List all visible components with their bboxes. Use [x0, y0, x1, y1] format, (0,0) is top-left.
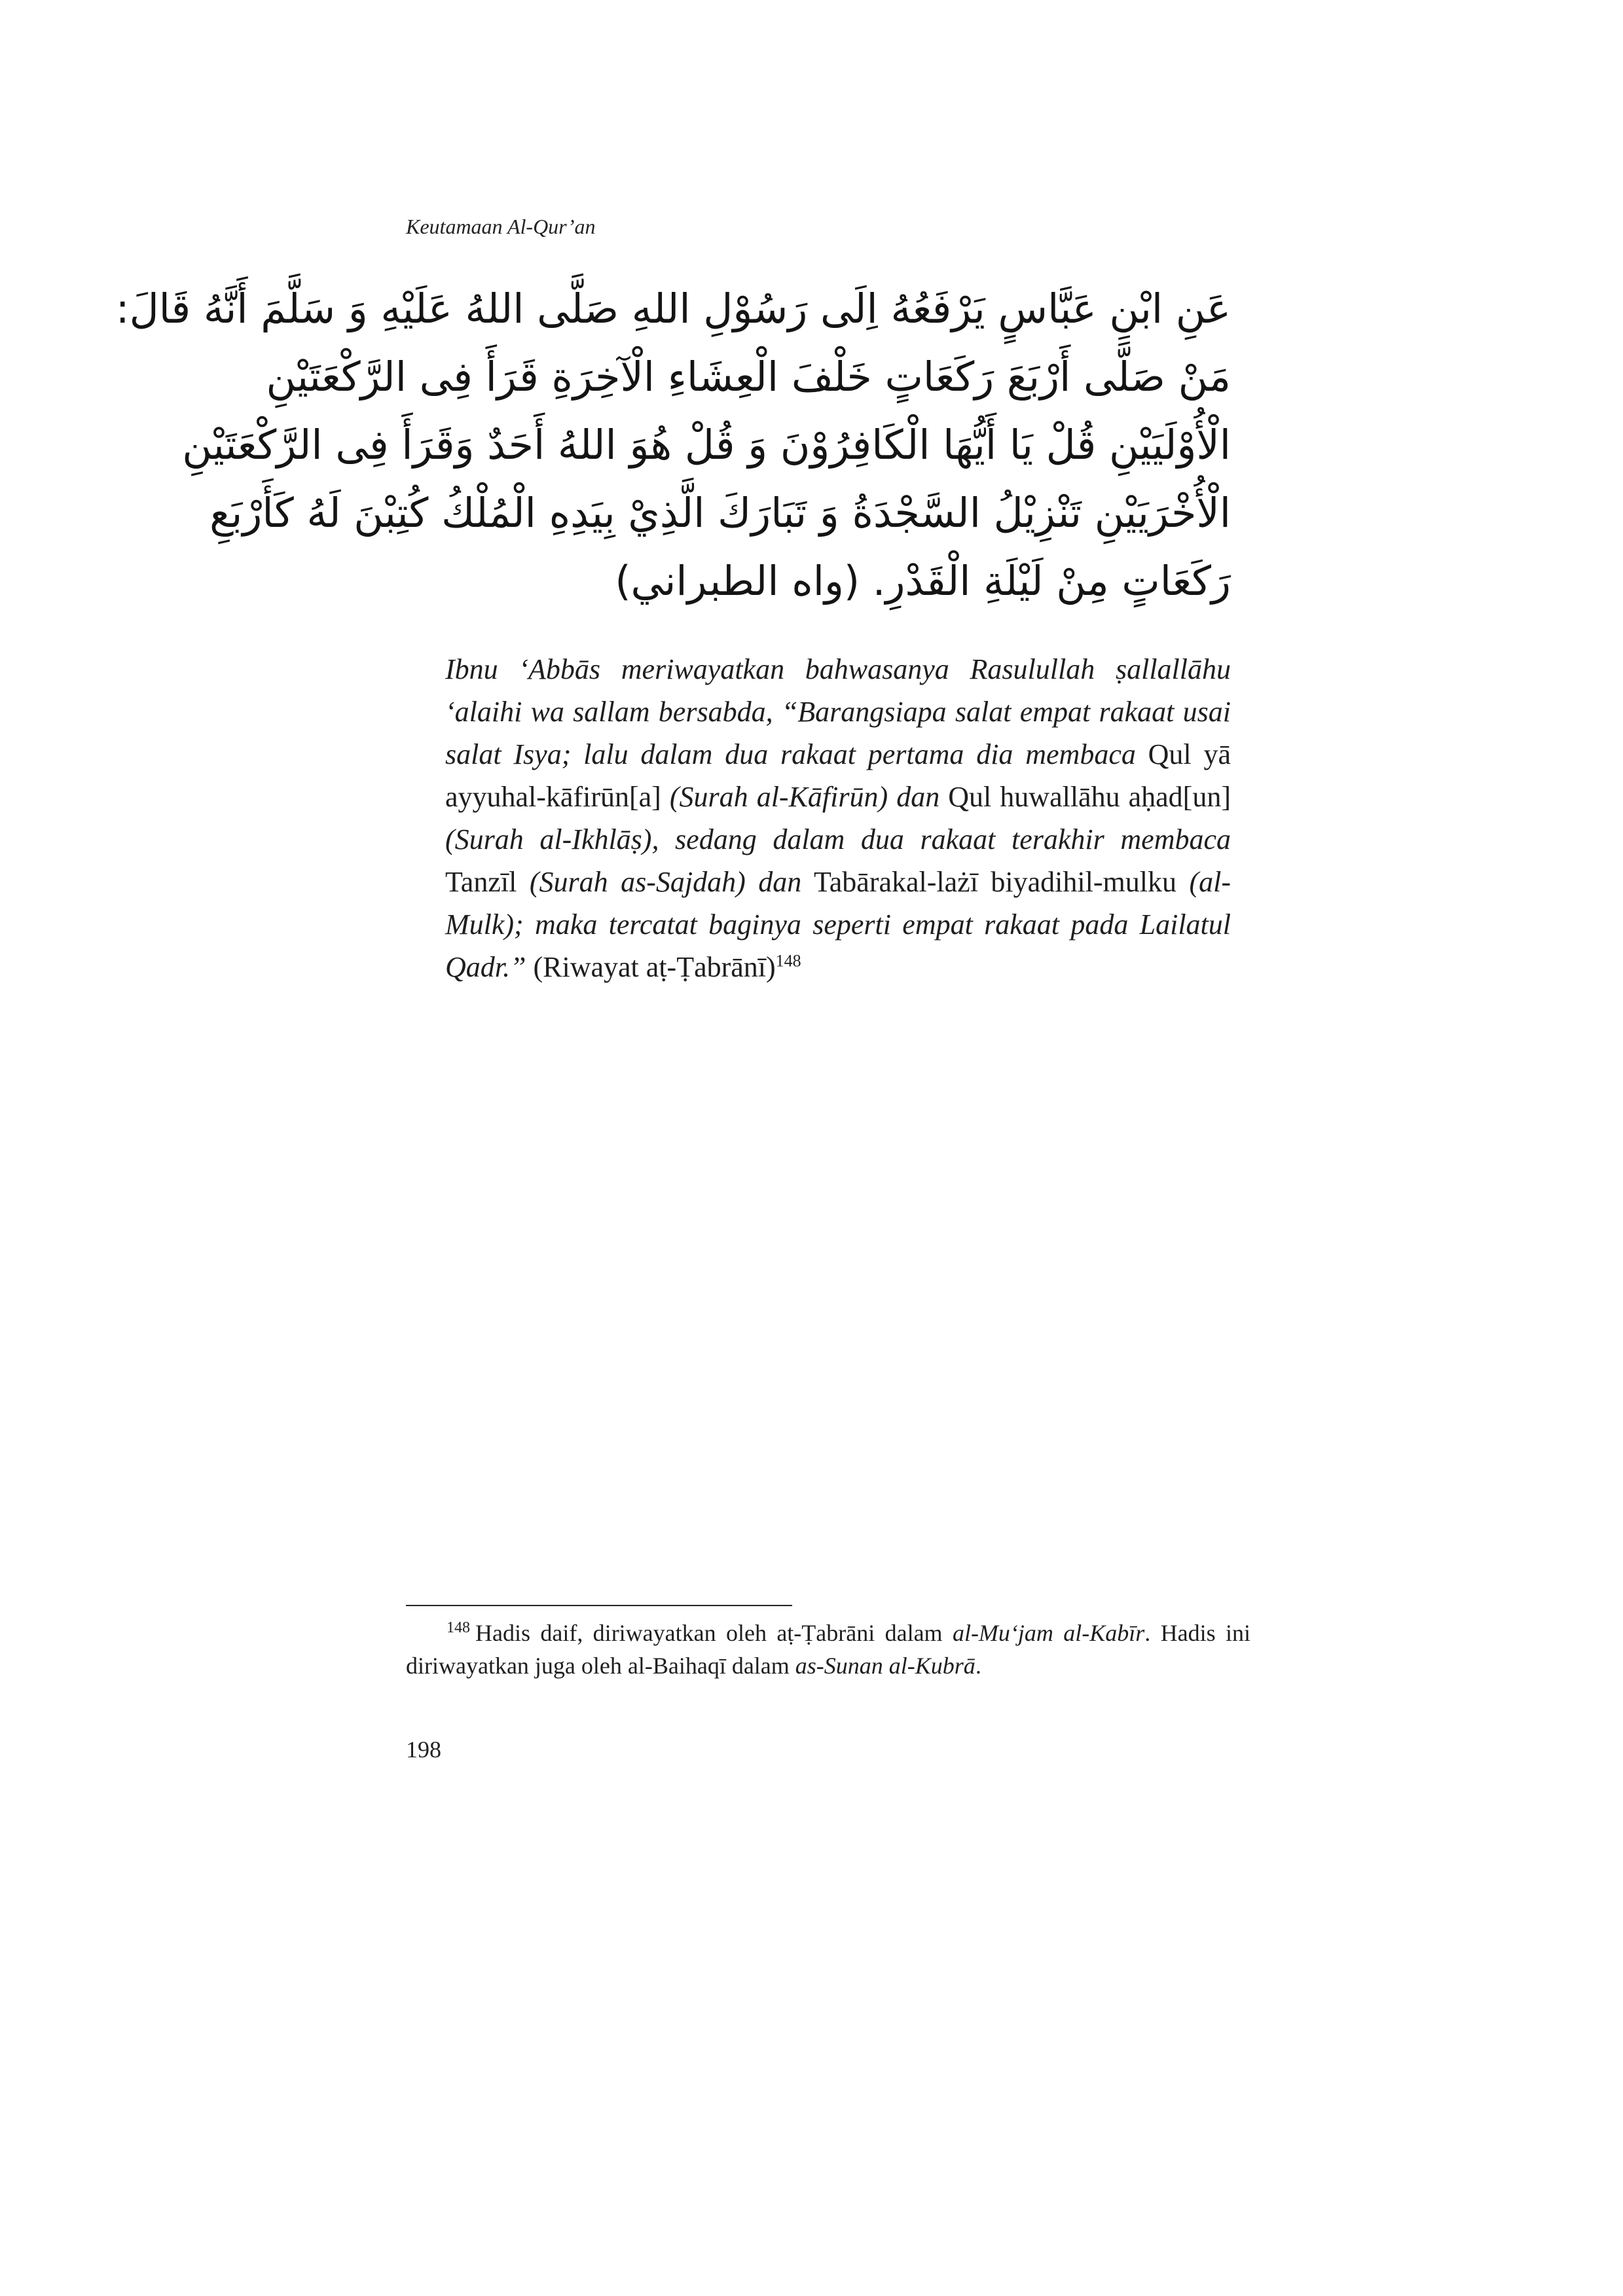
arabic-line-1: عَنِ ابْنِ عَبَّاسٍ يَرْفَعُهُ اِلَى رَسُوْلِ اللهِ صَلَّى اللهُ عَلَيْهِ وَ سَلَّمَ أَنَّهُ قَالَ: [115, 285, 1231, 332]
arabic-hadith [115, 275, 1231, 615]
surah-name: Qul huwallāhu aḥad[un] [948, 781, 1231, 813]
arabic-line-4: الْأُخْرَيَيْنِ تَنْزِيْلُ السَّجْدَةُ وَ تَبَارَكَ الَّذِيْ بِيَدِهِ الْمُلْكُ كُتِبْنَ لَهُ كَأَرْبَعِ [210, 489, 1231, 537]
arabic-line-2: مَنْ صَلَّى أَرْبَعَ رَكَعَاتٍ خَلْفَ الْعِشَاءِ الْآخِرَةِ قَرَأَ فِى الرَّكْعَتَيْنِ [266, 353, 1231, 401]
footnote-text: Hadis daif, diriwayatkan oleh aṭ-Ṭabrāni dalam [475, 1620, 943, 1646]
footnote [406, 1617, 1250, 1682]
translation-text: (Surah al-Kāfirūn) dan [669, 781, 940, 813]
footnote-number: 148 [447, 1619, 470, 1636]
narration-source: (Riwayat aṭ-Ṭabrānī) [533, 951, 776, 983]
surah-name: Qul yā ayyuhal-kāfirūn[a] [445, 738, 1231, 813]
translation-text: (Surah al-Ikhlāṣ), sedang dalam dua rakaat terakhir membaca [445, 823, 1231, 855]
footnote-text: . [975, 1653, 981, 1679]
running-title: Keutamaan Al-Qur’an [406, 215, 596, 238]
surah-name: Tabārakal-lażī biyadihil-mulku [813, 866, 1176, 898]
translation-text: (Surah as-Sajdah) dan [529, 866, 802, 898]
arabic-line-5: رَكَعَاتٍ مِنْ لَيْلَةِ الْقَدْرِ. (واه الطبراني) [615, 557, 1231, 605]
footnote-book-title: as-Sunan al-Kubrā [795, 1653, 976, 1679]
translation-text: Ibnu ‘Abbās meriwayatkan bahwasanya Rasulullah ṣallallāhu ‘alaihi wa sallam bersabda, “Barangsiapa salat empat rakaat usai salat Isya; lalu dalam dua rakaat pertama dia membaca [445, 653, 1231, 770]
surah-name: Tanzīl [445, 866, 517, 898]
arabic-line-3: الْأُوْلَيَيْنِ قُلْ يَا أَيُّهَا الْكَافِرُوْنَ وَ قُلْ هُوَ اللهُ أَحَدٌ وَقَرَأَ فِى الرَّكْعَتَيْنِ [182, 421, 1231, 469]
hadith-translation [445, 648, 1231, 988]
translation-text: (al-Mulk); maka tercatat baginya seperti empat rakaat pada Lailatul Qadr.” [445, 866, 1231, 983]
footnote-text: . Hadis ini diriwayatkan juga oleh al-Baihaqī dalam [406, 1620, 1251, 1679]
footnote-book-title: al-Mu‘jam al-Kabīr [952, 1620, 1145, 1646]
footnote-reference[interactable]: 148 [775, 951, 801, 971]
page-number: 198 [406, 1736, 441, 1763]
footnote-divider [406, 1605, 792, 1606]
